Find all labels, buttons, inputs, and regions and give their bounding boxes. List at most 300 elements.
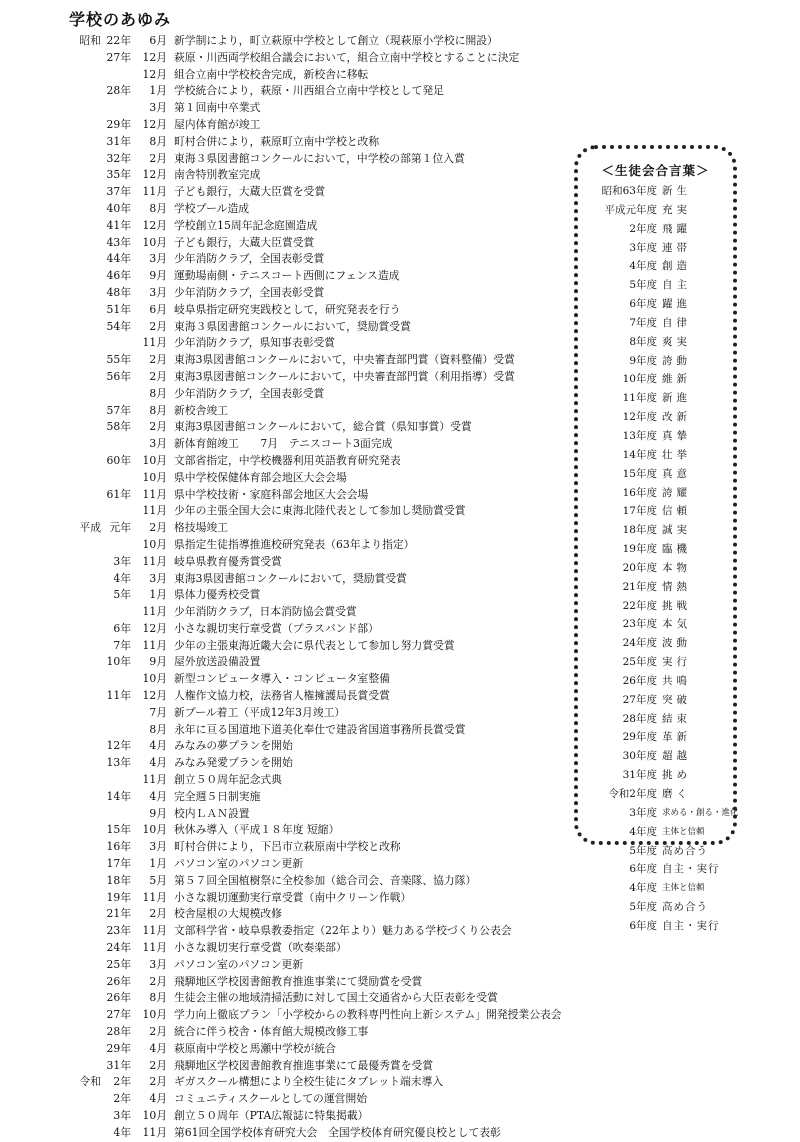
history-row bbox=[55, 906, 595, 923]
history-row bbox=[55, 352, 595, 369]
history-row bbox=[55, 470, 595, 487]
motto-year: 昭和63年度 bbox=[601, 185, 657, 197]
history-year: 3年 bbox=[113, 1109, 131, 1122]
motto-word: 充実 bbox=[662, 203, 691, 216]
history-event: 岐阜県指定研究実践校として，研究発表を行う bbox=[174, 302, 401, 316]
motto-word: 本気 bbox=[662, 618, 691, 631]
motto-row bbox=[584, 842, 732, 861]
history-event: 人権作文協力校，法務省人権擁護局長賞受賞 bbox=[174, 689, 390, 703]
motto-row bbox=[584, 201, 732, 220]
motto-year: 8年度 bbox=[629, 335, 657, 348]
motto-word: 維新 bbox=[662, 373, 691, 386]
motto-year: 22年度 bbox=[622, 599, 657, 612]
history-row bbox=[55, 1125, 595, 1142]
history-row bbox=[55, 503, 595, 520]
history-row bbox=[55, 571, 595, 588]
motto-year: 7年度 bbox=[629, 316, 657, 329]
history-year: 29年 bbox=[106, 1041, 131, 1055]
history-event: 小さな親切運動実行章受賞（南中クリーン作戦） bbox=[174, 890, 412, 904]
history-month: 11月 bbox=[142, 487, 167, 501]
history-month: 12月 bbox=[142, 689, 167, 703]
history-row bbox=[55, 319, 595, 336]
motto-row bbox=[584, 182, 732, 201]
history-event: 校舎屋根の大規模改修 bbox=[174, 907, 282, 921]
motto-word: 結束 bbox=[662, 712, 691, 725]
history-year: 57年 bbox=[106, 403, 131, 417]
motto-year: 20年度 bbox=[622, 561, 657, 574]
motto-word: 真摯 bbox=[662, 429, 691, 442]
history-event: 少年の主張全国大会に東海北陸代表として参加し奨励賞受賞 bbox=[174, 504, 466, 518]
history-row bbox=[55, 890, 595, 907]
motto-year: 12年度 bbox=[622, 411, 657, 424]
history-row bbox=[55, 1058, 595, 1075]
history-event: 東海3県図書館コンクールにおいて，中央審査部門賞（利用指導）受賞 bbox=[174, 369, 515, 383]
history-row bbox=[55, 621, 595, 638]
motto-row bbox=[584, 257, 732, 276]
motto-word: 新生 bbox=[662, 185, 691, 197]
motto-word: 誇耀 bbox=[662, 486, 691, 499]
history-event: 県中学校技術・家庭科部会地区大会会場 bbox=[174, 487, 369, 501]
history-month: 2月 bbox=[149, 420, 167, 434]
history-month: 12月 bbox=[142, 117, 167, 131]
history-event: 少年消防クラブ，全国表彰受賞 bbox=[174, 386, 325, 400]
history-row bbox=[55, 873, 595, 890]
motto-word: 挑め bbox=[662, 769, 691, 782]
history-month: 12月 bbox=[142, 168, 167, 182]
history-event: 飛騨地区学校図書館教育推進事業にて奨励賞を受賞 bbox=[174, 974, 423, 988]
history-month: 2月 bbox=[149, 319, 167, 333]
history-month: 10月 bbox=[142, 537, 167, 551]
motto-word: 超越 bbox=[662, 750, 691, 763]
motto-row bbox=[584, 465, 732, 484]
history-event: 町村合併により，下呂市立萩原南中学校と改称 bbox=[174, 840, 401, 854]
history-year: 7年 bbox=[113, 638, 131, 652]
history-year: 46年 bbox=[106, 269, 131, 283]
history-year: 29年 bbox=[106, 117, 131, 131]
motto-row bbox=[584, 427, 732, 446]
history-month: 4月 bbox=[149, 1041, 167, 1055]
history-event: 生徒会主催の地域清掃活動に対して国土交通省から大臣表彰を受賞 bbox=[174, 991, 498, 1005]
history-row bbox=[55, 386, 595, 403]
history-row bbox=[55, 1024, 595, 1041]
history-row bbox=[55, 369, 595, 386]
history-event: 永年に亘る国道地下道美化奉仕で建設省国道事務所長賞受賞 bbox=[174, 722, 466, 736]
motto-word: 創造 bbox=[662, 260, 691, 273]
history-row bbox=[55, 218, 595, 235]
history-year: 61年 bbox=[106, 487, 131, 501]
history-month: 1月 bbox=[149, 588, 167, 602]
history-month: 2月 bbox=[149, 369, 167, 383]
history-year: 6年 bbox=[113, 621, 131, 635]
history-year: 54年 bbox=[106, 319, 131, 333]
history-year: 10年 bbox=[106, 655, 131, 669]
motto-row bbox=[584, 710, 732, 729]
mottos-title: ＜生徒会合言葉＞ bbox=[601, 163, 710, 178]
history-month: 11月 bbox=[142, 605, 167, 619]
history-row bbox=[55, 654, 595, 671]
history-month: 8月 bbox=[149, 386, 167, 400]
history-row bbox=[55, 50, 595, 67]
history-row bbox=[55, 251, 595, 268]
history-year: 56年 bbox=[106, 369, 131, 383]
history-event: 第１回南中卒業式 bbox=[174, 101, 261, 115]
history-row bbox=[55, 974, 595, 991]
history-year: 4年 bbox=[113, 1125, 131, 1139]
motto-row bbox=[584, 917, 732, 936]
history-month: 3月 bbox=[149, 101, 167, 115]
history-month: 10月 bbox=[142, 470, 167, 484]
motto-word: 自主 bbox=[662, 279, 691, 292]
motto-row bbox=[584, 295, 732, 314]
history-event: 県指定生徒指導推進校研究発表（63年より指定） bbox=[174, 537, 415, 551]
history-row bbox=[55, 134, 595, 151]
history-year: 18年 bbox=[106, 873, 131, 887]
history-event: 子ども銀行，大蔵大臣賞を受賞 bbox=[174, 185, 326, 199]
motto-row bbox=[584, 747, 732, 766]
history-row bbox=[55, 856, 595, 873]
history-month: 4月 bbox=[149, 739, 167, 753]
motto-year: 6年度 bbox=[629, 863, 657, 876]
history-row bbox=[55, 151, 595, 168]
history-year: 31年 bbox=[106, 134, 131, 148]
history-row bbox=[55, 419, 595, 436]
history-month: 10月 bbox=[142, 672, 167, 686]
history-event: 屋外放送設備設置 bbox=[174, 655, 261, 669]
history-year: 15年 bbox=[106, 823, 131, 837]
motto-year: 5年度 bbox=[629, 844, 657, 857]
history-row bbox=[55, 755, 595, 772]
motto-word: 改新 bbox=[662, 411, 691, 424]
history-row bbox=[55, 587, 595, 604]
history-era: 昭和 bbox=[79, 34, 101, 47]
motto-row bbox=[584, 804, 739, 823]
motto-year: 29年度 bbox=[622, 731, 657, 744]
history-event: 秋休み導入（平成１８年度 短縮） bbox=[174, 823, 340, 837]
history-year: 元年 bbox=[109, 521, 131, 535]
history-month: 11月 bbox=[142, 504, 167, 518]
history-event: 萩原南中学校と馬瀬中学校が統合 bbox=[174, 1041, 336, 1055]
history-event: 県中学校保健体育部会地区大会会場 bbox=[174, 470, 347, 484]
history-month: 2月 bbox=[149, 353, 167, 367]
history-year: 44年 bbox=[106, 252, 131, 266]
history-month: 10月 bbox=[142, 1008, 167, 1022]
history-era: 平成 bbox=[79, 521, 101, 535]
history-year: 48年 bbox=[106, 285, 131, 299]
history-row bbox=[55, 268, 595, 285]
motto-word: 自律 bbox=[662, 316, 691, 329]
history-month: 9月 bbox=[149, 806, 167, 820]
history-event: 小さな親切実行章受賞（ブラスバンド部） bbox=[174, 621, 379, 635]
history-event: 南舎特別教室完成 bbox=[174, 168, 261, 182]
motto-word: 実行 bbox=[662, 656, 691, 669]
history-event: 岐阜県教育優秀賞受賞 bbox=[174, 554, 282, 568]
motto-year: 4年度 bbox=[629, 825, 657, 838]
motto-year: 27年度 bbox=[622, 693, 657, 706]
motto-row bbox=[584, 898, 732, 917]
history-event: 東海３県図書館コンクールにおいて，中学校の部第１位入賞 bbox=[174, 151, 465, 165]
history-event: パソコン室のパソコン更新 bbox=[174, 857, 304, 871]
motto-year: 令和2年度 bbox=[608, 788, 657, 800]
history-event: コミュニティスクールとしての運営開始 bbox=[174, 1092, 368, 1106]
motto-row bbox=[584, 389, 732, 408]
history-event: 少年消防クラブ，全国表彰受賞 bbox=[174, 285, 325, 299]
history-month: 3月 bbox=[149, 252, 167, 266]
history-month: 12月 bbox=[142, 67, 167, 81]
motto-word: 新進 bbox=[662, 392, 691, 405]
motto-word: 高め合う bbox=[662, 844, 708, 857]
history-year: 31年 bbox=[106, 1058, 131, 1072]
history-era: 令和 bbox=[79, 1075, 101, 1089]
history-year: 14年 bbox=[106, 789, 131, 803]
motto-year: 4年度 bbox=[629, 260, 657, 273]
motto-year: 15年度 bbox=[622, 467, 657, 480]
history-month: 3月 bbox=[149, 285, 167, 299]
history-month: 7月 bbox=[149, 705, 167, 719]
motto-word: 誇動 bbox=[662, 354, 691, 367]
history-event: 第61回全国学校体育研究大会 全国学校体育研究優良校として表彰 bbox=[174, 1125, 501, 1139]
motto-year: 14年度 bbox=[622, 448, 657, 461]
history-year: 32年 bbox=[106, 151, 131, 165]
motto-word: 誠実 bbox=[662, 524, 691, 537]
history-year: 55年 bbox=[106, 353, 131, 367]
history-month: 8月 bbox=[149, 403, 167, 417]
history-event: 完全週５日制実施 bbox=[174, 789, 261, 803]
motto-word: 共鳴 bbox=[662, 674, 691, 687]
history-row bbox=[55, 554, 595, 571]
motto-year: 26年度 bbox=[622, 674, 657, 687]
motto-year: 5年度 bbox=[629, 901, 657, 914]
history-event: 学校統合により，萩原・川西組合立南中学校として発足 bbox=[174, 84, 444, 98]
history-month: 6月 bbox=[149, 302, 167, 316]
history-event: 少年消防クラブ，全国表彰受賞 bbox=[174, 252, 325, 266]
history-row bbox=[55, 453, 595, 470]
history-month: 3月 bbox=[149, 957, 167, 971]
history-year: 60年 bbox=[106, 453, 131, 467]
motto-year: 19年度 bbox=[622, 543, 657, 556]
motto-row bbox=[584, 578, 732, 597]
history-year: 5年 bbox=[113, 588, 131, 602]
history-month: 3月 bbox=[149, 571, 167, 585]
history-row bbox=[55, 1007, 595, 1024]
history-row bbox=[55, 772, 595, 789]
history-year: 23年 bbox=[106, 924, 131, 938]
motto-row bbox=[584, 540, 732, 559]
history-row bbox=[55, 520, 595, 537]
motto-word: 磨く bbox=[662, 788, 691, 800]
history-month: 10月 bbox=[142, 453, 167, 467]
motto-row bbox=[584, 521, 732, 540]
motto-year: 3年度 bbox=[629, 806, 657, 819]
history-event: 運動場南側・テニスコート西側にフェンス造成 bbox=[174, 269, 400, 283]
history-month: 4月 bbox=[149, 756, 167, 770]
history-row bbox=[55, 990, 595, 1007]
history-month: 8月 bbox=[149, 991, 167, 1005]
motto-row bbox=[584, 597, 732, 616]
history-event: 格技場竣工 bbox=[174, 521, 228, 535]
history-event: 少年の主張東海近畿大会に県代表として参加し努力賞受賞 bbox=[174, 638, 455, 652]
history-row bbox=[55, 789, 595, 806]
motto-row bbox=[584, 879, 732, 898]
mottos-list bbox=[584, 182, 739, 936]
motto-year: 16年度 bbox=[622, 486, 657, 499]
history-row bbox=[55, 537, 595, 554]
history-event: 少年消防クラブ，県知事表彰受賞 bbox=[174, 336, 336, 350]
motto-word: 主体と信頼 bbox=[662, 883, 705, 894]
motto-row bbox=[584, 653, 732, 672]
history-year: 28年 bbox=[106, 1025, 131, 1039]
history-year: 28年 bbox=[106, 84, 131, 98]
history-event: 新型コンピュータ導入・コンピュータ室整備 bbox=[174, 672, 390, 686]
motto-row bbox=[584, 220, 732, 239]
history-month: 11月 bbox=[142, 185, 167, 199]
motto-row bbox=[584, 333, 732, 352]
history-month: 10月 bbox=[142, 823, 167, 837]
history-year: 2年 bbox=[113, 1075, 131, 1089]
history-year: 22年 bbox=[106, 34, 131, 47]
motto-year: 10年度 bbox=[622, 373, 657, 386]
history-month: 2月 bbox=[149, 974, 167, 988]
motto-row bbox=[584, 276, 732, 295]
history-year: 26年 bbox=[106, 974, 131, 988]
history-month: 11月 bbox=[142, 773, 167, 787]
history-row bbox=[55, 33, 595, 50]
history-event: 学校プール造成 bbox=[174, 201, 250, 215]
history-row bbox=[55, 638, 595, 655]
history-year: 13年 bbox=[106, 756, 131, 770]
history-event: 子ども銀行，大蔵大臣賞受賞 bbox=[174, 235, 315, 249]
page-title: 学校のあゆみ bbox=[69, 10, 172, 29]
history-year: 58年 bbox=[106, 420, 131, 434]
motto-word: 壮挙 bbox=[662, 448, 691, 461]
history-month: 8月 bbox=[149, 201, 167, 215]
history-year: 37年 bbox=[106, 185, 131, 199]
history-event: 文部省指定，中学校機器利用英語教育研究発表 bbox=[174, 453, 401, 467]
motto-row bbox=[584, 766, 732, 785]
history-month: 10月 bbox=[142, 235, 167, 249]
history-year: 24年 bbox=[106, 941, 131, 955]
history-row bbox=[55, 839, 595, 856]
motto-word: 自主・実行 bbox=[662, 919, 720, 932]
history-event: 県体力優秀校受賞 bbox=[174, 588, 261, 602]
history-row bbox=[55, 436, 595, 453]
history-year: 19年 bbox=[106, 890, 131, 904]
motto-word: 突破 bbox=[662, 693, 691, 706]
motto-year: 3年度 bbox=[629, 241, 657, 254]
motto-row bbox=[584, 239, 732, 258]
history-row bbox=[55, 957, 595, 974]
history-month: 2月 bbox=[149, 1075, 167, 1089]
motto-row bbox=[584, 615, 732, 634]
history-event: 創立５０周年記念式典 bbox=[174, 773, 282, 787]
history-year: 51年 bbox=[106, 302, 131, 316]
history-row bbox=[55, 671, 595, 688]
history-year: 16年 bbox=[106, 840, 131, 854]
history-event: 小さな親切実行章受賞（吹奏楽部） bbox=[174, 941, 347, 955]
motto-word: 信頼 bbox=[662, 505, 691, 518]
history-year: 43年 bbox=[106, 235, 131, 249]
motto-row bbox=[584, 728, 732, 747]
history-month: 8月 bbox=[149, 134, 167, 148]
history-month: 12月 bbox=[142, 621, 167, 635]
student-council-mottos-box bbox=[574, 145, 739, 932]
motto-year: 6年度 bbox=[629, 919, 657, 932]
history-year: 3年 bbox=[113, 554, 131, 568]
history-row bbox=[55, 83, 595, 100]
motto-word: 革新 bbox=[662, 731, 691, 744]
history-month: 11月 bbox=[142, 890, 167, 904]
history-row bbox=[55, 285, 595, 302]
history-row bbox=[55, 688, 595, 705]
history-row bbox=[55, 117, 595, 134]
motto-word: 求める・創る・進化 bbox=[662, 807, 739, 818]
history-list bbox=[55, 33, 595, 1142]
history-row bbox=[55, 335, 595, 352]
history-month: 2月 bbox=[149, 907, 167, 921]
history-event: 東海３県図書館コンクールにおいて，奨励賞受賞 bbox=[174, 319, 411, 333]
history-row bbox=[55, 235, 595, 252]
history-row bbox=[55, 100, 595, 117]
motto-row bbox=[584, 502, 732, 521]
history-event: 創立５０周年（PTA広報誌に特集掲載） bbox=[174, 1109, 369, 1122]
history-row bbox=[55, 302, 595, 319]
history-month: 12月 bbox=[142, 218, 167, 232]
history-event: ギガスクール構想により全校生徒にタブレット端末導入 bbox=[174, 1075, 444, 1089]
history-row bbox=[55, 822, 595, 839]
history-year: 21年 bbox=[106, 907, 131, 921]
motto-row bbox=[584, 370, 732, 389]
motto-year: 2年度 bbox=[629, 222, 657, 235]
motto-year: 31年度 bbox=[622, 769, 657, 782]
history-event: 屋内体育館が竣工 bbox=[174, 117, 261, 131]
history-event: 学力向上徹底プラン「小学校からの教科専門性向上新システム」開発授業公表会 bbox=[174, 1008, 562, 1022]
history-row bbox=[55, 403, 595, 420]
motto-word: 飛躍 bbox=[662, 222, 691, 235]
history-month: 4月 bbox=[149, 1092, 167, 1106]
history-year: 11年 bbox=[106, 689, 131, 703]
history-year: 27年 bbox=[106, 50, 131, 64]
motto-row bbox=[584, 314, 732, 333]
motto-year: 28年度 bbox=[622, 712, 657, 725]
history-event: パソコン室のパソコン更新 bbox=[174, 957, 304, 971]
history-event: 新プール着工（平成12年3月竣工） bbox=[174, 705, 346, 719]
motto-word: 高め合う bbox=[662, 901, 708, 914]
history-event: 第５７回全国植樹祭に全校参加（総合司会、音楽隊、協力隊） bbox=[174, 873, 477, 887]
history-row bbox=[55, 67, 595, 84]
motto-row bbox=[584, 785, 732, 804]
history-row bbox=[55, 167, 595, 184]
history-row bbox=[55, 722, 595, 739]
motto-word: 真意 bbox=[662, 467, 691, 480]
motto-word: 自主・実行 bbox=[662, 863, 720, 876]
motto-word: 主体と信頼 bbox=[662, 826, 705, 837]
motto-row bbox=[584, 484, 732, 503]
motto-row bbox=[584, 860, 732, 879]
history-month: 10月 bbox=[142, 1109, 167, 1122]
motto-year: 21年度 bbox=[622, 580, 657, 593]
motto-year: 17年度 bbox=[622, 505, 657, 518]
motto-year: 5年度 bbox=[629, 279, 657, 292]
motto-year: 24年度 bbox=[622, 637, 657, 650]
motto-row bbox=[584, 559, 732, 578]
history-month: 2月 bbox=[149, 1025, 167, 1039]
motto-row bbox=[584, 823, 732, 842]
motto-word: 連帯 bbox=[662, 241, 691, 254]
history-year: 4年 bbox=[113, 571, 131, 585]
history-row bbox=[55, 184, 595, 201]
history-month: 9月 bbox=[149, 655, 167, 669]
history-year: 17年 bbox=[106, 857, 131, 871]
motto-word: 本物 bbox=[662, 561, 691, 574]
